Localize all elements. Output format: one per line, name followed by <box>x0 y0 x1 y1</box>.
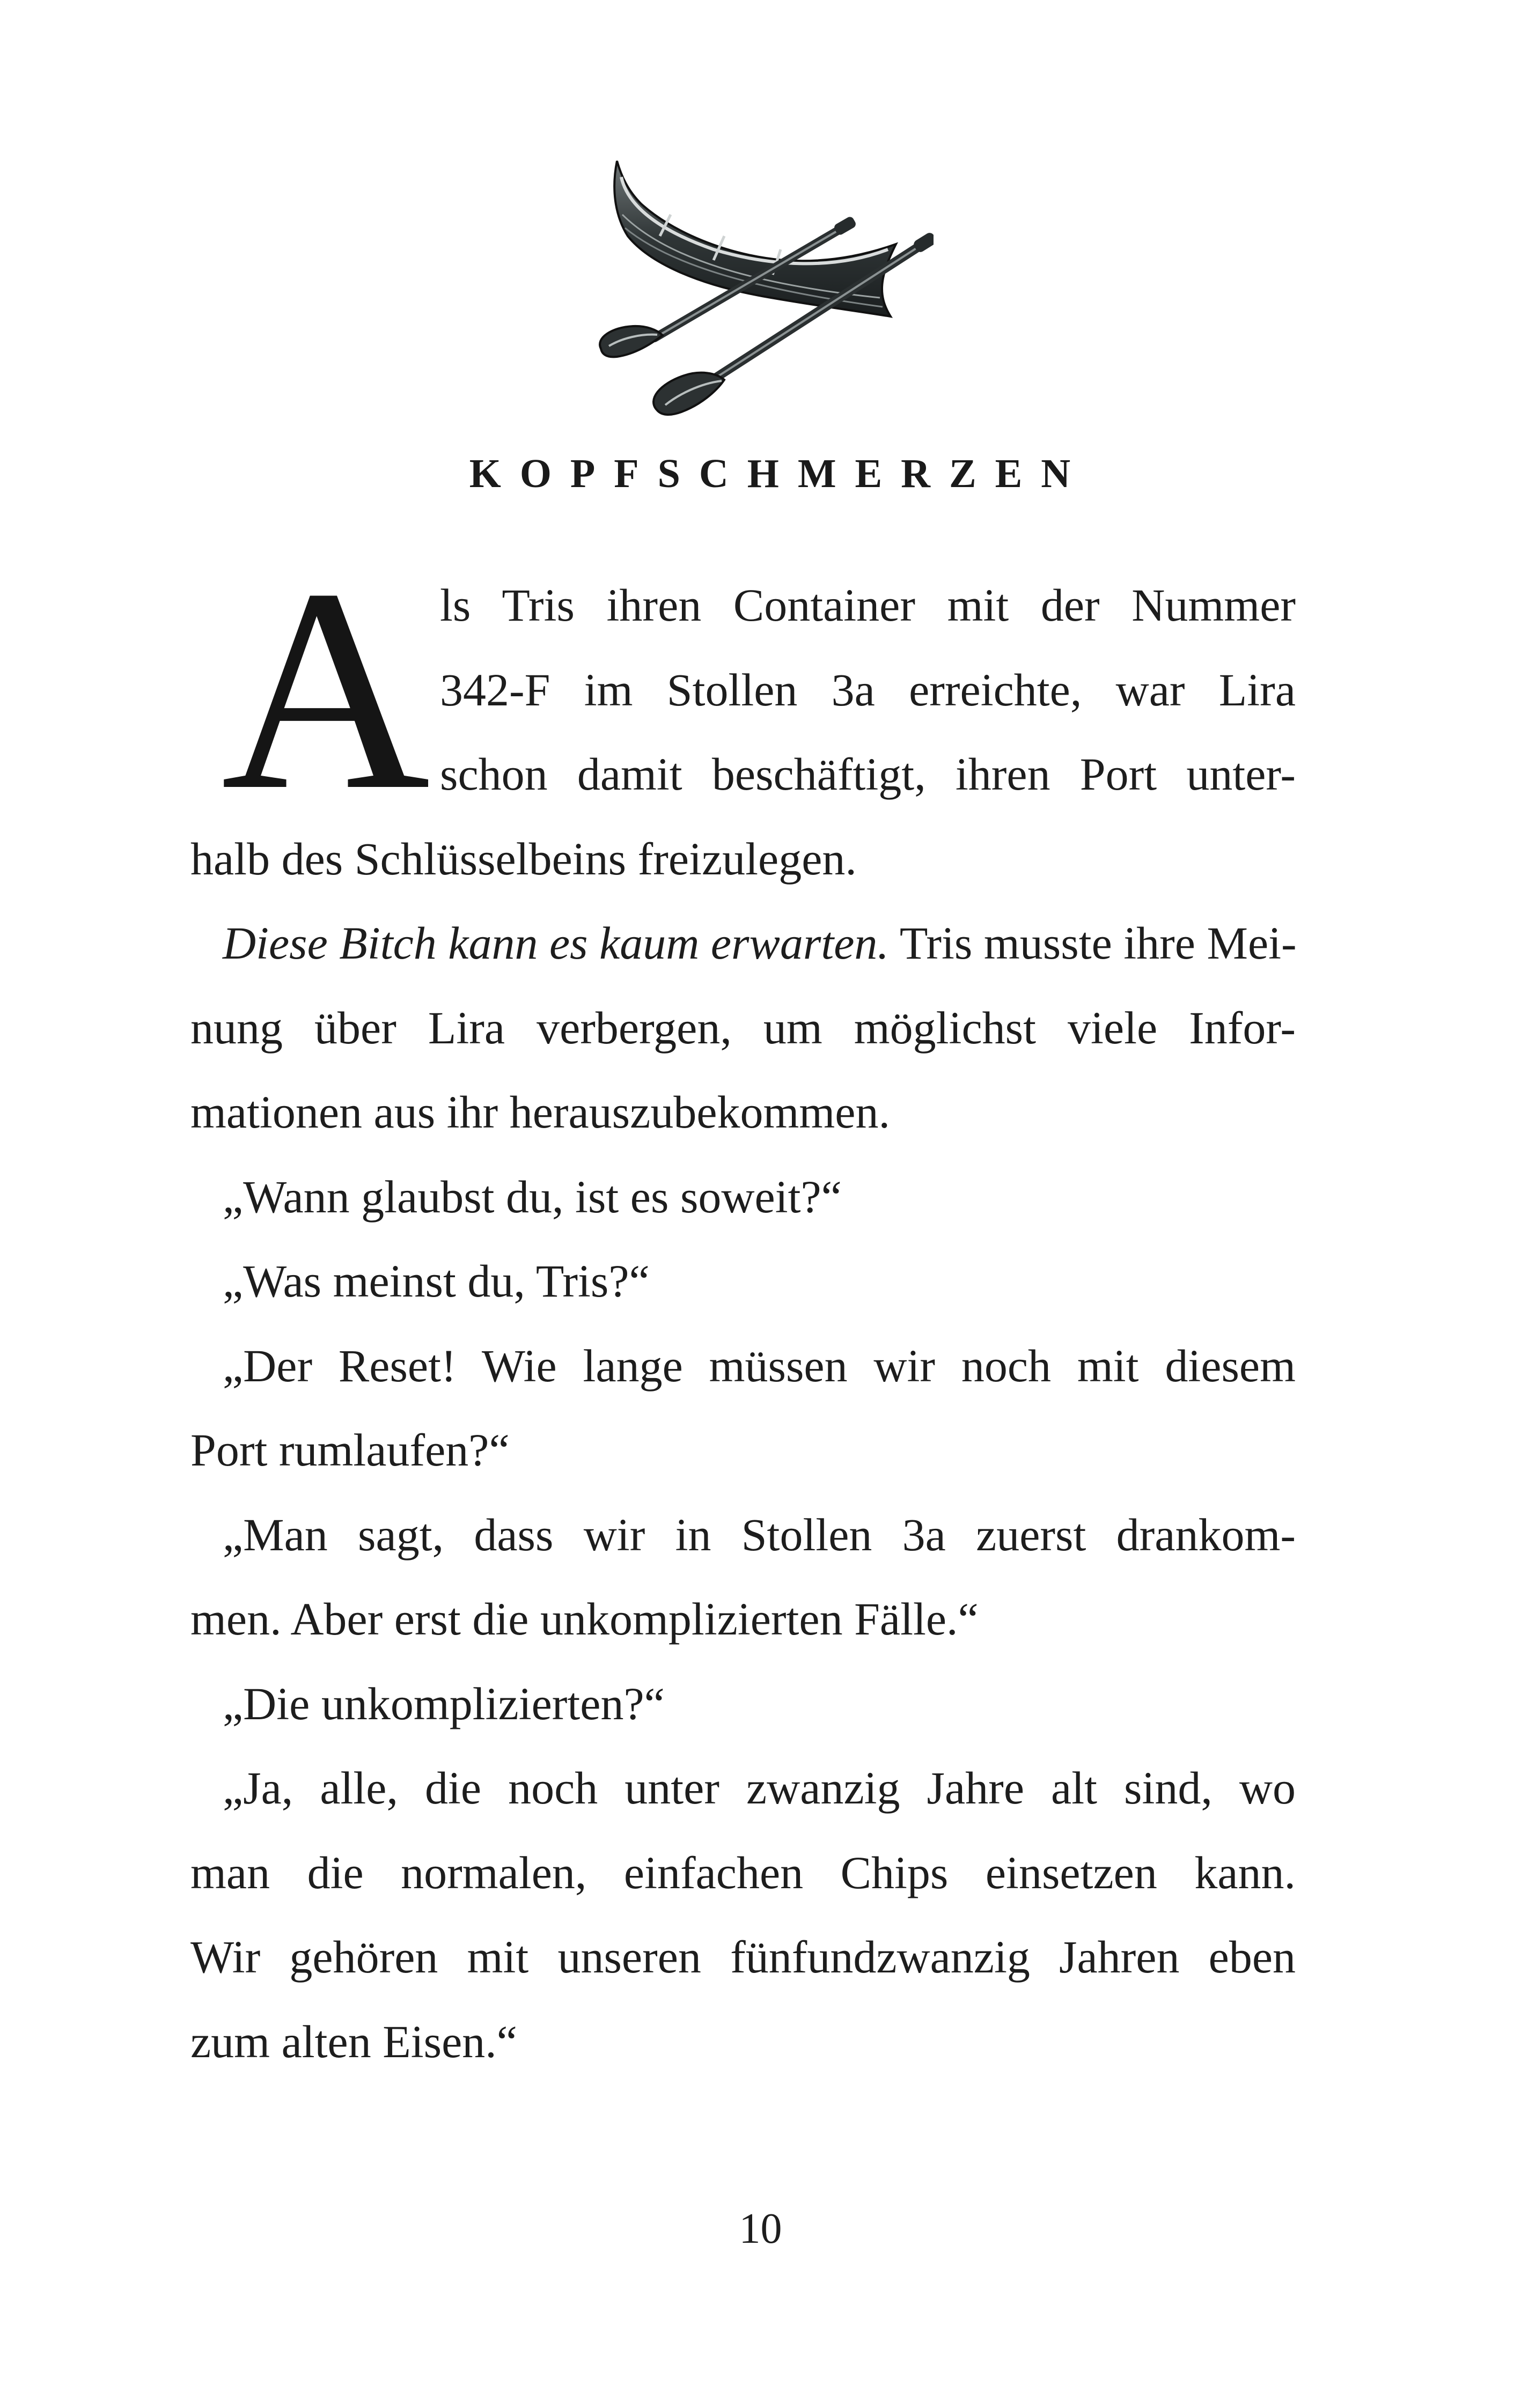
text-segment: Tris musste ihre Mei- <box>899 917 1297 969</box>
text-line: 342-F im Stollen 3a erreichte, war Lira <box>440 664 1296 716</box>
dialogue-line: „Ja, alle, die noch unter zwanzig Jahre alt sind, wo <box>223 1762 1296 1814</box>
text-line: nung über Lira verbergen, um möglichst viele Infor- <box>190 1002 1296 1054</box>
text-line: Wir gehören mit unseren fünfundzwanzig Jahren eben <box>190 1931 1296 1983</box>
drop-cap: A <box>221 529 430 850</box>
canoe-with-paddles-icon <box>590 156 934 424</box>
page-number: 10 <box>739 2205 782 2252</box>
italic-thought: Diese Bitch kann es kaum erwarten. <box>223 917 889 969</box>
text-line: men. Aber erst die unkomplizierten Fälle.“ <box>190 1593 979 1645</box>
chapter-title: KOPFSCHMERZEN <box>469 451 1090 496</box>
text-line: ls Tris ihren Container mit der Nummer <box>440 579 1296 631</box>
dialogue-line: „Der Reset! Wie lange müssen wir noch mit diesem <box>223 1340 1296 1391</box>
dialogue-line: „Was meinst du, Tris?“ <box>223 1255 650 1307</box>
dialogue-line: „Man sagt, dass wir in Stollen 3a zuerst drankom- <box>223 1509 1296 1560</box>
text-line: man die normalen, einfachen Chips einsetzen kann. <box>190 1847 1296 1898</box>
text-line-with-thought <box>223 917 1297 969</box>
text-line: zum alten Eisen.“ <box>190 2016 517 2067</box>
text-line: halb des Schlüsselbeins freizulegen. <box>190 833 857 885</box>
dialogue-line: „Wann glaubst du, ist es soweit?“ <box>223 1171 842 1223</box>
text-line: schon damit beschäftigt, ihren Port unter- <box>440 748 1296 800</box>
text-line: mationen aus ihr herauszubekommen. <box>190 1086 890 1138</box>
text-line: Port rumlaufen?“ <box>190 1424 510 1476</box>
dialogue-line: „Die unkomplizierten?“ <box>223 1678 665 1729</box>
